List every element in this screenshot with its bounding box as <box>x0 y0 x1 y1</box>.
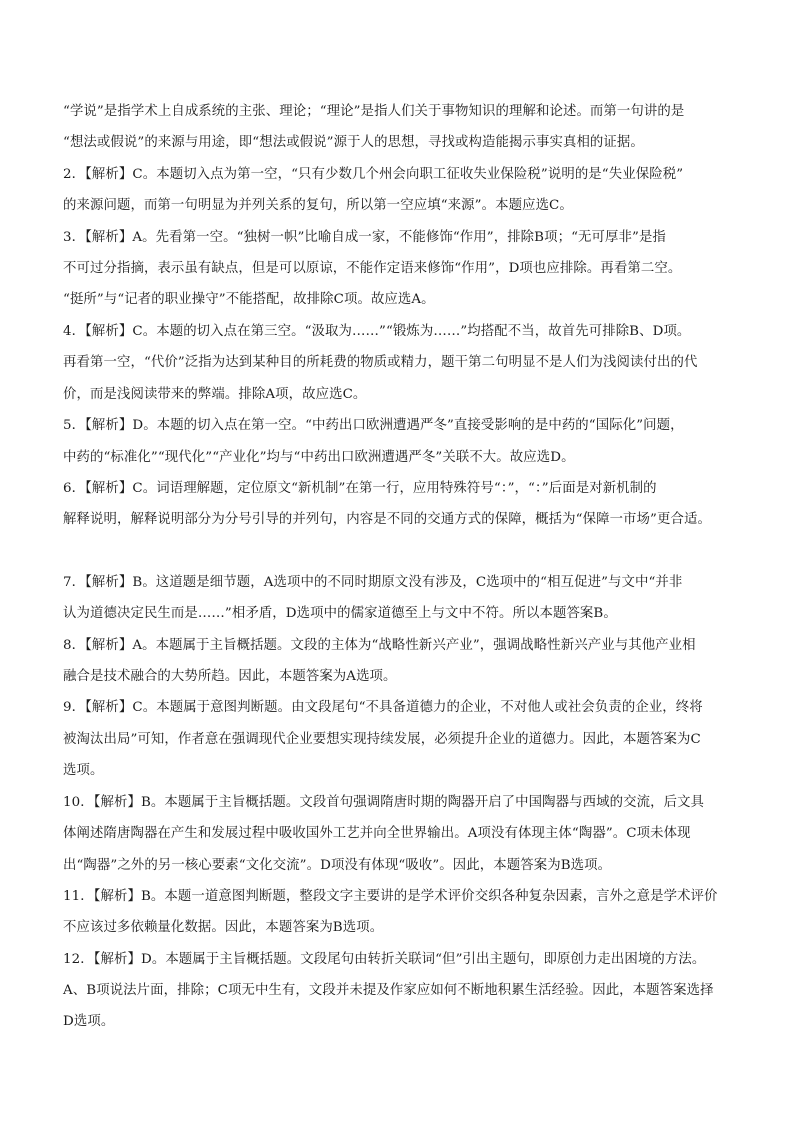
text-line: 7．【解析】B。这道题是细节题，A选项中的不同时期原文没有涉及，C选项中的“相互促进”与文中“并非 <box>63 575 683 590</box>
text-line: 的来源问题，而第一句明显为并列关系的复句，所以第一空应填“来源”。本题应选C。 <box>63 198 573 213</box>
text-line: 体阐述隋唐陶器在产生和发展过程中吸收国外工艺并向全世界输出。A项没有体现主体“陶器”。C项未体现 <box>63 826 691 841</box>
text-line: “学说”是指学术上自成系统的主张、理论；“理论”是指人们关于事物知识的理解和论述。而第一句讲的是 <box>63 104 685 119</box>
text-line: 8．【解析】A。本题属于主旨概括题。文段的主体为“战略性新兴产业”，强调战略性新兴产业与其他产业相 <box>63 638 696 653</box>
text-line: 选项。 <box>63 763 104 778</box>
text-line: 被淘汰出局”可知，作者意在强调现代企业要想实现持续发展，必须提升企业的道德力。因此，本题答案为C <box>63 732 701 747</box>
text-line: 再看第一空，“代价”泛指为达到某种目的所耗费的物质或精力，题干第二句明显不是人们为浅阅读付出的代 <box>63 355 698 370</box>
text-line: 解释说明，解释说明部分为分号引导的并列句，内容是不同的交通方式的保障，概括为“保障一市场”更合适。 <box>63 512 711 527</box>
text-line: 10．【解析】B。本题属于主旨概括题。文段首句强调隋唐时期的陶器开启了中国陶器与西域的交流，后文具 <box>63 795 705 810</box>
text-line: 融合是技术融合的大势所趋。因此，本题答案为A选项。 <box>63 669 397 684</box>
text-line: 出“陶器”之外的另一核心要素“文化交流”。D项没有体现“吸收”。因此，本题答案为B选项。 <box>63 858 612 873</box>
text-line: 中药的“标准化”“现代化”“产业化”均与“中药出口欧洲遭遇严冬”关联不大。故应选D。 <box>63 450 575 465</box>
text-line: 认为道德决定民生而是……”相矛盾，D选项中的儒家道德至上与文中不符。所以本题答案B。 <box>63 606 617 621</box>
text-line: 2．【解析】C。本题切入点为第一空，“只有少数几个州会向职工征收失业保险税”说明的是“失业保险税” <box>63 167 684 182</box>
text-line: 12．【解析】D。本题属于主旨概括题。文段尾句由转折关联词“但”引出主题句，即原创力走出困境的方法。 <box>63 952 706 967</box>
text-line: A、B项说法片面，排除；C项无中生有，文段并未提及作家应如何不断地积累生活经验。因此，本题答案选择 <box>63 983 714 998</box>
text-line: 不可过分指摘，表示虽有缺点，但是可以原谅，不能作定语来修饰“作用”，D项也应排除。再看第二空。 <box>63 261 682 276</box>
text-line: 不应该过多依赖量化数据。因此，本题答案为B选项。 <box>63 920 384 935</box>
text-line: 6．【解析】C。词语理解题，定位原文“新机制”在第一行，应用特殊符号“：”，“：”后面是对新机制的 <box>63 481 657 496</box>
text-line: 价，而是浅阅读带来的弊端。排除A项，故应选C。 <box>63 387 367 402</box>
text-line: 4．【解析】C。本题的切入点在第三空。“汲取为……”“锻炼为……”均搭配不当，故首先可排除B、D项。 <box>63 324 691 339</box>
text-line: “挺所”与“记者的职业操守”不能搭配，故排除C项。故应选A。 <box>63 292 435 307</box>
text-line: “想法或假说”的来源与用途，即“想法或假说”源于人的思想，寻找或构造能揭示事实真相的证据。 <box>63 135 644 150</box>
text-line: 11．【解析】B。本题一道意图判断题，整段文字主要讲的是学术评价交织各种复杂因素，言外之意是学术评价 <box>63 889 718 904</box>
text-line: 9．【解析】C。本题属于意图判断题。由文段尾句“不具备道德力的企业，不对他人或社会负责的企业，终将 <box>63 700 703 715</box>
text-line: 5．【解析】D。本题的切入点在第一空。“中药出口欧洲遭遇严冬”直接受影响的是中药的“国际化”问题， <box>63 418 684 433</box>
text-line: D选项。 <box>63 1014 115 1029</box>
text-line: 3．【解析】A。先看第一空。“独树一帜”比喻自成一家，不能修饰“作用”，排除B项；“无可厚非”是指 <box>63 230 666 245</box>
